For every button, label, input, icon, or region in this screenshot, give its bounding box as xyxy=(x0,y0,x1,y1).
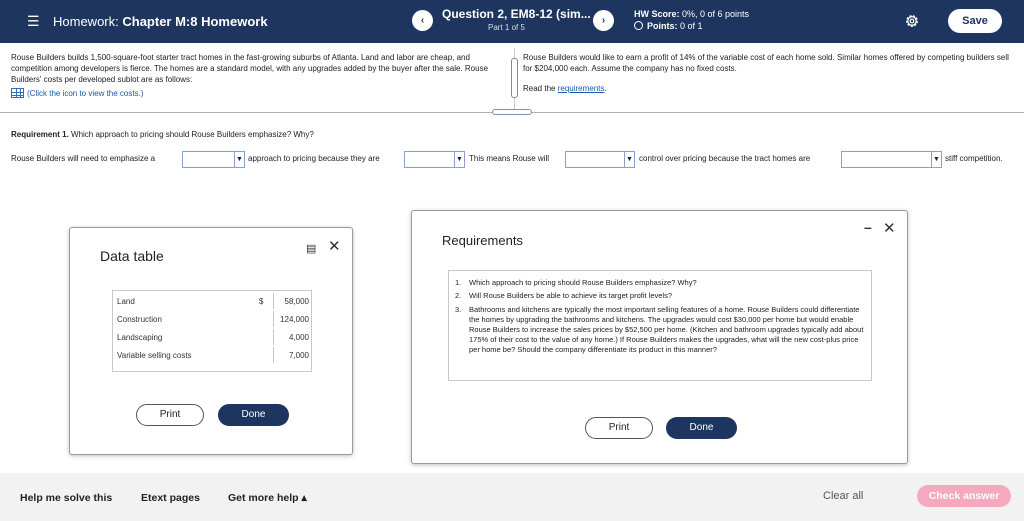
table-row xyxy=(113,292,311,310)
sentence-part-3: This means Rouse will xyxy=(469,154,550,163)
question-title: Question 2, EM8-12 (sim... xyxy=(442,7,591,21)
etext-pages-button[interactable]: Etext pages xyxy=(141,492,200,504)
requirements-title: Requirements xyxy=(442,233,523,248)
homework-name: Chapter M:8 Homework xyxy=(122,14,268,29)
requirement-1-question: Which approach to pricing should Rouse Builders emphasize? Why? xyxy=(68,130,314,139)
item-number: 2. xyxy=(455,291,462,300)
competition-level-dropdown[interactable] xyxy=(841,151,942,168)
chevron-down-icon[interactable]: ▼ xyxy=(234,152,244,167)
done-button[interactable]: Done xyxy=(666,417,737,439)
table-icon[interactable] xyxy=(11,88,24,98)
read-suffix: . xyxy=(604,84,607,93)
costs-table xyxy=(112,290,312,372)
sentence-part-5: stiff competition. xyxy=(945,154,1003,163)
pricing-control-dropdown[interactable] xyxy=(565,151,635,168)
row-label: Landscaping xyxy=(117,333,163,342)
read-requirements xyxy=(523,84,607,93)
view-costs-text[interactable]: (Click the icon to view the costs.) xyxy=(27,89,144,98)
row-value: 7,000 xyxy=(288,351,309,360)
menu-icon[interactable]: ☰ xyxy=(27,13,40,29)
requirement-1-answer-row xyxy=(11,150,1021,168)
requirement-1-heading xyxy=(11,130,314,139)
requirements-link[interactable]: requirements xyxy=(557,84,605,93)
pricing-approach-dropdown[interactable] xyxy=(182,151,245,168)
hw-score xyxy=(634,9,749,19)
homework-title xyxy=(53,14,268,29)
previous-question-button[interactable]: ‹ xyxy=(412,10,433,31)
row-label: Construction xyxy=(117,315,162,324)
print-button[interactable]: Print xyxy=(585,417,653,439)
bottom-toolbar xyxy=(0,473,1024,521)
row-label: Variable selling costs xyxy=(117,351,192,360)
item-text: Bathrooms and kitchens are typically the most important selling features of a home. Rouse Builders could differentiate the homes by upgrading the bathrooms and kitchens. The upgrades would cost $30,000 per home but would enable Rouse Builders to increase the sales prices by $52,500 per home. (Kitchen and bathroom upgrades typically add about 175% of their cost to the value of any home.) If Rouse Builders makes the upgrades, what will the new cost-plus price per home be? Should the company differentiate its product in this manner? xyxy=(469,305,864,354)
requirement-1-label: Requirement 1. xyxy=(11,130,69,139)
horizontal-resize-handle[interactable] xyxy=(492,109,532,115)
next-question-button[interactable]: › xyxy=(593,10,614,31)
close-icon[interactable]: ✕ xyxy=(328,238,341,255)
done-button[interactable]: Done xyxy=(218,404,289,426)
hw-score-value: 0%, 0 of 6 points xyxy=(682,9,750,19)
item-text: Which approach to pricing should Rouse Builders emphasize? Why? xyxy=(469,278,697,287)
check-answer-button[interactable]: Check answer xyxy=(917,485,1011,507)
read-prefix: Read the xyxy=(523,84,558,93)
item-text: Will Rouse Builders be able to achieve its target profit levels? xyxy=(469,291,673,300)
question-part: Part 1 of 5 xyxy=(488,23,525,32)
row-label: Land xyxy=(117,297,135,306)
problem-text-left: Rouse Builders builds 1,500-square-foot starter tract homes in the fast-growing suburbs of Atlanta. Land and labor are cheap, and competition among developers is fierce. The homes are a standard model, with any upgrades added by the buyer after the sale. Rouse Builders' costs per developed sublot are as follows: xyxy=(11,53,489,84)
table-row xyxy=(113,310,311,328)
sentence-part-1: Rouse Builders will need to emphasize a xyxy=(11,154,156,163)
sentence-part-2: approach to pricing because they are xyxy=(248,154,380,163)
view-costs-link[interactable] xyxy=(11,88,143,98)
settings-gear-icon[interactable] xyxy=(904,13,920,29)
points-label: Points: xyxy=(647,21,680,31)
chevron-down-icon[interactable]: ▼ xyxy=(624,152,634,167)
minimize-icon[interactable]: – xyxy=(864,219,872,235)
minimize-icon[interactable]: ▤ xyxy=(306,243,317,255)
problem-text-right: Rouse Builders would like to earn a profit of 14% of the variable cost of each home sold. Similar homes offered by competing builders sell for $204,000 each. Assume the company has no fixed costs. xyxy=(523,53,1009,73)
print-button[interactable]: Print xyxy=(136,404,204,426)
homework-label: Homework: xyxy=(53,14,123,29)
points-value: 0 of 1 xyxy=(680,21,703,31)
points-circle-icon xyxy=(634,21,643,30)
get-more-help-button[interactable]: Get more help ▴ xyxy=(228,492,307,504)
market-role-dropdown[interactable] xyxy=(404,151,465,168)
clear-all-button[interactable]: Clear all xyxy=(823,490,864,502)
row-currency: $ xyxy=(259,297,264,306)
item-number: 3. xyxy=(455,305,462,314)
row-value: 124,000 xyxy=(280,315,309,324)
hw-score-label: HW Score: xyxy=(634,9,683,19)
top-header xyxy=(0,0,1024,43)
chevron-down-icon[interactable]: ▼ xyxy=(454,152,464,167)
help-me-solve-button[interactable]: Help me solve this xyxy=(20,492,113,504)
item-number: 1. xyxy=(455,278,462,287)
row-value: 4,000 xyxy=(288,333,309,342)
row-value: 58,000 xyxy=(284,297,309,306)
table-row xyxy=(113,328,311,346)
requirements-list xyxy=(448,270,872,381)
chevron-down-icon[interactable]: ▼ xyxy=(931,152,941,167)
table-row xyxy=(113,346,311,364)
vertical-resize-handle[interactable] xyxy=(511,58,518,98)
data-table-title: Data table xyxy=(100,248,164,264)
close-icon[interactable]: ✕ xyxy=(883,220,896,237)
requirements-dialog xyxy=(411,210,908,464)
sentence-part-4: control over pricing because the tract homes are xyxy=(639,154,811,163)
data-table-dialog xyxy=(69,227,353,455)
save-button[interactable]: Save xyxy=(948,9,1002,33)
points-status xyxy=(634,21,703,31)
